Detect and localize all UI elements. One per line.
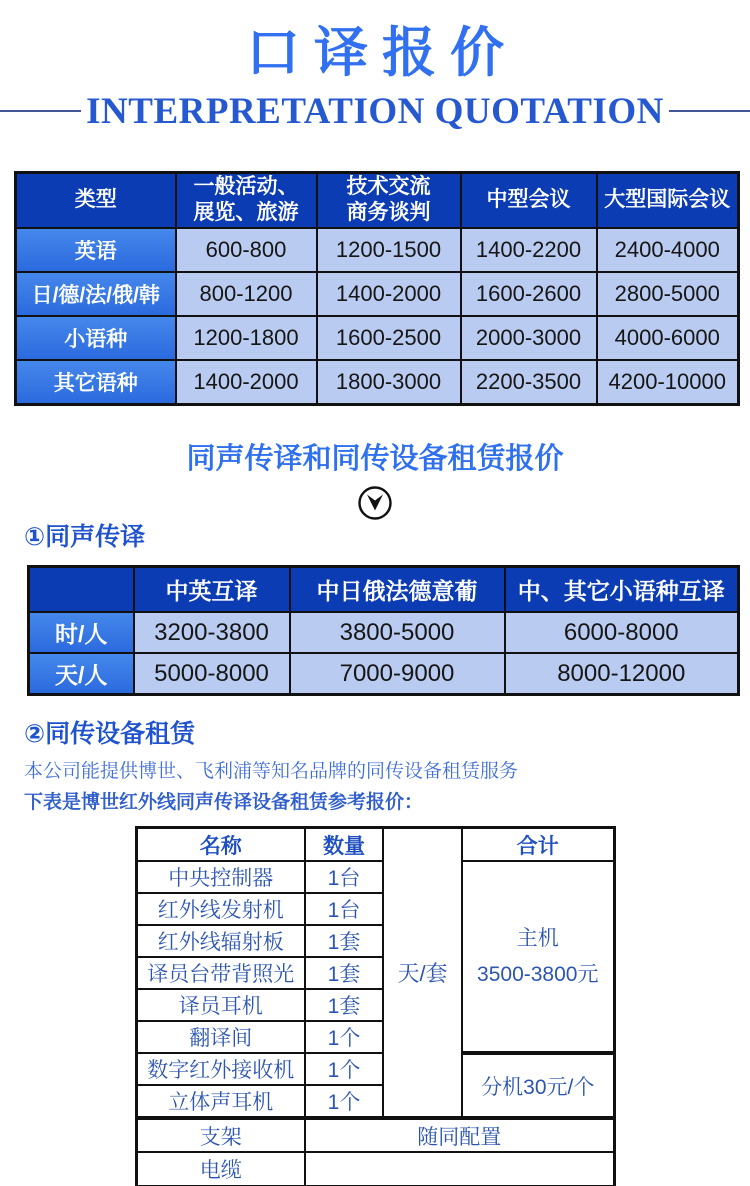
price-cell: 1200-1800 <box>176 316 317 360</box>
cable-row <box>136 1152 614 1186</box>
section1-label: ①同声传译 <box>24 522 146 551</box>
bracket-value: 随同配置 <box>305 1118 614 1152</box>
price-cell: 1800-3000 <box>317 360 461 404</box>
equipment-desc-line1: 本公司能提供博世、飞利浦等知名品牌的同传设备租赁服务 <box>24 760 519 782</box>
item-qty: 1套 <box>305 957 383 989</box>
table-row <box>136 861 614 893</box>
row-label: 英语 <box>16 228 176 272</box>
section-heading: 同声传译和同传设备租赁报价 <box>186 442 564 475</box>
price-cell: 1600-2500 <box>317 316 461 360</box>
price-cell: 600-800 <box>176 228 317 272</box>
price-cell: 1400-2200 <box>461 228 597 272</box>
total-sub-cell: 分机30元/个 <box>462 1053 614 1118</box>
item-name: 电缆 <box>136 1152 305 1186</box>
total-main-line1: 主机 <box>516 927 559 951</box>
item-qty: 1个 <box>305 1085 383 1118</box>
price-cell: 1200-1500 <box>317 228 461 272</box>
simultaneous-price-table <box>27 565 740 696</box>
corner-cell <box>29 566 134 612</box>
col-header-technical: 技术交流 商务谈判 <box>317 172 461 228</box>
circle-down-arrow-icon <box>357 485 393 521</box>
price-cell: 3800-5000 <box>290 612 505 653</box>
price-cell: 2400-4000 <box>597 228 739 272</box>
row-label: 时/人 <box>29 612 134 653</box>
item-qty: 1套 <box>305 989 383 1021</box>
col-header-medium-conference: 中型会议 <box>461 172 597 228</box>
col-header-name: 名称 <box>136 827 305 861</box>
row-label: 日/德/法/俄/韩 <box>16 272 176 316</box>
table-header-row <box>29 566 739 612</box>
bracket-row <box>136 1118 614 1152</box>
col-header-major-langs: 中日俄法德意葡 <box>290 566 505 612</box>
section2-label: ②同传设备租赁 <box>24 719 196 748</box>
item-qty: 1个 <box>305 1053 383 1085</box>
total-main-cell <box>462 861 614 1053</box>
price-cell: 7000-9000 <box>290 653 505 694</box>
table-row <box>16 272 739 316</box>
item-name: 数字红外接收机 <box>136 1053 305 1085</box>
item-qty: 1台 <box>305 893 383 925</box>
item-name: 译员耳机 <box>136 989 305 1021</box>
divider-left <box>0 110 81 112</box>
price-cell: 3200-3800 <box>134 612 290 653</box>
item-name: 支架 <box>136 1118 305 1152</box>
item-qty: 1个 <box>305 1021 383 1053</box>
item-name: 翻译间 <box>136 1021 305 1053</box>
page-title: 口译报价 <box>246 23 518 83</box>
divider-right <box>669 110 750 112</box>
col-header-large-conference: 大型国际会议 <box>597 172 739 228</box>
col-header-general: 一般活动、 展览、旅游 <box>176 172 317 228</box>
item-name: 红外线辐射板 <box>136 925 305 957</box>
item-qty: 1台 <box>305 861 383 893</box>
price-cell: 2200-3500 <box>461 360 597 404</box>
price-cell: 1600-2600 <box>461 272 597 316</box>
row-label: 天/人 <box>29 653 134 694</box>
item-name: 红外线发射机 <box>136 893 305 925</box>
price-cell: 5000-8000 <box>134 653 290 694</box>
row-label: 其它语种 <box>16 360 176 404</box>
table-header-row <box>136 827 614 861</box>
page-subtitle-row <box>0 90 750 133</box>
col-header-minor-langs: 中、其它小语种互译 <box>505 566 739 612</box>
price-cell: 4000-6000 <box>597 316 739 360</box>
item-qty: 1套 <box>305 925 383 957</box>
unit-cell: 天/套 <box>383 827 462 1118</box>
col-header-total: 合计 <box>462 827 614 861</box>
page-subtitle: INTERPRETATION QUOTATION <box>86 90 664 132</box>
price-cell: 1400-2000 <box>176 360 317 404</box>
equipment-rental-table <box>135 826 616 1186</box>
interpretation-price-table <box>14 171 740 406</box>
col-header-qty: 数量 <box>305 827 383 861</box>
price-cell: 4200-10000 <box>597 360 739 404</box>
table-row <box>29 653 739 694</box>
table-header-row <box>16 172 739 228</box>
item-name: 立体声耳机 <box>136 1085 305 1118</box>
col-header-cn-en: 中英互译 <box>134 566 290 612</box>
row-label: 小语种 <box>16 316 176 360</box>
cable-value <box>305 1152 614 1186</box>
col-header-type: 类型 <box>16 172 176 228</box>
item-name: 中央控制器 <box>136 861 305 893</box>
price-cell: 8000-12000 <box>505 653 739 694</box>
table-row <box>16 360 739 404</box>
table-row <box>16 316 739 360</box>
item-name: 译员台带背照光 <box>136 957 305 989</box>
price-cell: 1400-2000 <box>317 272 461 316</box>
price-cell: 2800-5000 <box>597 272 739 316</box>
equipment-desc-line2: 下表是博世红外线同声传译设备租赁参考报价： <box>24 791 424 813</box>
table-row <box>16 228 739 272</box>
total-main-line2: 3500-3800元 <box>477 962 599 986</box>
price-cell: 6000-8000 <box>505 612 739 653</box>
price-cell: 800-1200 <box>176 272 317 316</box>
table-row <box>29 612 739 653</box>
price-cell: 2000-3000 <box>461 316 597 360</box>
table-row <box>136 1053 614 1085</box>
